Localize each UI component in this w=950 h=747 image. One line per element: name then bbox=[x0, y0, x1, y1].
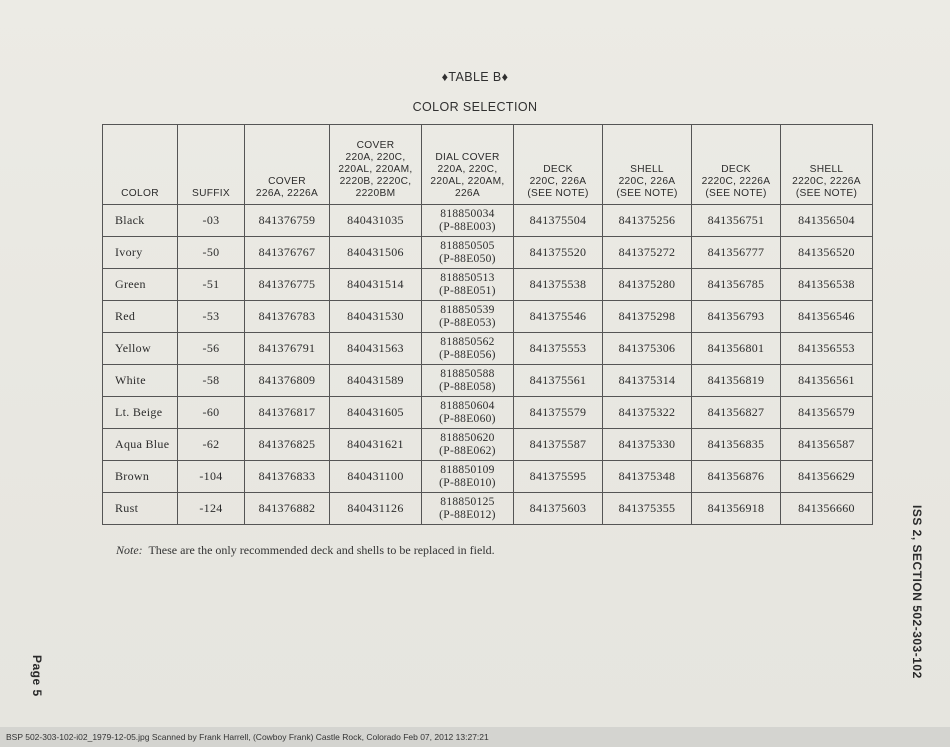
cover-220-cell: 840431605 bbox=[330, 397, 422, 429]
table-row bbox=[103, 301, 873, 333]
table-row bbox=[103, 397, 873, 429]
shell-2220-cell: 841356553 bbox=[781, 333, 873, 365]
cover-226-cell: 841376775 bbox=[245, 269, 330, 301]
suffix-cell: -60 bbox=[178, 397, 245, 429]
cover-226-cell: 841376825 bbox=[245, 429, 330, 461]
dial-cover-cell: 818850604 (P-88E060) bbox=[422, 397, 514, 429]
scan-footer: BSP 502-303-102-i02_1979-12-05.jpg Scanned by Frank Harrell, (Cowboy Frank) Castle Rock, Colorado Feb 07, 2012 13:27:21 bbox=[0, 727, 950, 747]
deck-2220-cell: 841356819 bbox=[692, 365, 781, 397]
dial-cover-cell: 818850539 (P-88E053) bbox=[422, 301, 514, 333]
dial-cover-cell: 818850513 (P-88E051) bbox=[422, 269, 514, 301]
column-header: SUFFIX bbox=[178, 125, 245, 205]
shell-2220-cell: 841356579 bbox=[781, 397, 873, 429]
deck-220-cell: 841375595 bbox=[514, 461, 603, 493]
column-header: DECK 220C, 226A (SEE NOTE) bbox=[514, 125, 603, 205]
color-cell: Aqua Blue bbox=[103, 429, 178, 461]
shell-2220-cell: 841356629 bbox=[781, 461, 873, 493]
shell-2220-cell: 841356546 bbox=[781, 301, 873, 333]
suffix-cell: -56 bbox=[178, 333, 245, 365]
table-note bbox=[116, 543, 495, 558]
deck-2220-cell: 841356876 bbox=[692, 461, 781, 493]
suffix-cell: -58 bbox=[178, 365, 245, 397]
table-row bbox=[103, 365, 873, 397]
shell-220-cell: 841375256 bbox=[603, 205, 692, 237]
cover-220-cell: 840431621 bbox=[330, 429, 422, 461]
table-id: ♦TABLE B♦ bbox=[441, 70, 509, 84]
dial-cover-cell: 818850588 (P-88E058) bbox=[422, 365, 514, 397]
cover-226-cell: 841376817 bbox=[245, 397, 330, 429]
deck-220-cell: 841375561 bbox=[514, 365, 603, 397]
column-header: SHELL 2220C, 2226A (SEE NOTE) bbox=[781, 125, 873, 205]
dial-cover-cell: 818850109 (P-88E010) bbox=[422, 461, 514, 493]
cover-220-cell: 840431035 bbox=[330, 205, 422, 237]
column-header: COVER 226A, 2226A bbox=[245, 125, 330, 205]
table-body bbox=[103, 205, 873, 525]
dial-cover-cell: 818850034 (P-88E003) bbox=[422, 205, 514, 237]
shell-220-cell: 841375314 bbox=[603, 365, 692, 397]
shell-220-cell: 841375306 bbox=[603, 333, 692, 365]
note-text: These are the only recommended deck and shells to be replaced in field. bbox=[148, 543, 495, 557]
cover-220-cell: 840431126 bbox=[330, 493, 422, 525]
dial-cover-cell: 818850505 (P-88E050) bbox=[422, 237, 514, 269]
cover-220-cell: 840431100 bbox=[330, 461, 422, 493]
deck-2220-cell: 841356827 bbox=[692, 397, 781, 429]
deck-220-cell: 841375587 bbox=[514, 429, 603, 461]
table-row bbox=[103, 205, 873, 237]
cover-220-cell: 840431589 bbox=[330, 365, 422, 397]
shell-2220-cell: 841356660 bbox=[781, 493, 873, 525]
deck-220-cell: 841375579 bbox=[514, 397, 603, 429]
shell-220-cell: 841375330 bbox=[603, 429, 692, 461]
column-header: DIAL COVER 220A, 220C, 220AL, 220AM, 226A bbox=[422, 125, 514, 205]
color-cell: Brown bbox=[103, 461, 178, 493]
cover-220-cell: 840431514 bbox=[330, 269, 422, 301]
column-header: COVER 220A, 220C, 220AL, 220AM, 2220B, 2220C, 2220BM bbox=[330, 125, 422, 205]
dial-cover-cell: 818850562 (P-88E056) bbox=[422, 333, 514, 365]
deck-220-cell: 841375546 bbox=[514, 301, 603, 333]
shell-220-cell: 841375298 bbox=[603, 301, 692, 333]
deck-2220-cell: 841356777 bbox=[692, 237, 781, 269]
dial-cover-cell: 818850620 (P-88E062) bbox=[422, 429, 514, 461]
color-cell: Black bbox=[103, 205, 178, 237]
cover-226-cell: 841376833 bbox=[245, 461, 330, 493]
color-cell: Ivory bbox=[103, 237, 178, 269]
deck-2220-cell: 841356793 bbox=[692, 301, 781, 333]
column-header: DECK 2220C, 2226A (SEE NOTE) bbox=[692, 125, 781, 205]
shell-220-cell: 841375322 bbox=[603, 397, 692, 429]
color-cell: Rust bbox=[103, 493, 178, 525]
suffix-cell: -50 bbox=[178, 237, 245, 269]
color-cell: White bbox=[103, 365, 178, 397]
color-cell: Yellow bbox=[103, 333, 178, 365]
column-header: COLOR bbox=[103, 125, 178, 205]
cover-226-cell: 841376759 bbox=[245, 205, 330, 237]
cover-226-cell: 841376791 bbox=[245, 333, 330, 365]
suffix-cell: -62 bbox=[178, 429, 245, 461]
table-title: COLOR SELECTION bbox=[412, 100, 538, 114]
table-row bbox=[103, 429, 873, 461]
cover-226-cell: 841376783 bbox=[245, 301, 330, 333]
cover-220-cell: 840431563 bbox=[330, 333, 422, 365]
section-label: ISS 2, SECTION 502-303-102 bbox=[910, 505, 924, 679]
color-cell: Green bbox=[103, 269, 178, 301]
table-row bbox=[103, 493, 873, 525]
table-header-row bbox=[103, 125, 873, 205]
column-header: SHELL 220C, 226A (SEE NOTE) bbox=[603, 125, 692, 205]
shell-2220-cell: 841356587 bbox=[781, 429, 873, 461]
table-row bbox=[103, 461, 873, 493]
cover-226-cell: 841376767 bbox=[245, 237, 330, 269]
suffix-cell: -124 bbox=[178, 493, 245, 525]
suffix-cell: -104 bbox=[178, 461, 245, 493]
shell-220-cell: 841375272 bbox=[603, 237, 692, 269]
deck-220-cell: 841375603 bbox=[514, 493, 603, 525]
cover-220-cell: 840431506 bbox=[330, 237, 422, 269]
suffix-cell: -03 bbox=[178, 205, 245, 237]
suffix-cell: -51 bbox=[178, 269, 245, 301]
deck-2220-cell: 841356751 bbox=[692, 205, 781, 237]
page-number: Page 5 bbox=[30, 655, 44, 697]
deck-2220-cell: 841356801 bbox=[692, 333, 781, 365]
deck-220-cell: 841375520 bbox=[514, 237, 603, 269]
suffix-cell: -53 bbox=[178, 301, 245, 333]
shell-2220-cell: 841356504 bbox=[781, 205, 873, 237]
deck-2220-cell: 841356785 bbox=[692, 269, 781, 301]
color-cell: Red bbox=[103, 301, 178, 333]
shell-220-cell: 841375348 bbox=[603, 461, 692, 493]
shell-2220-cell: 841356538 bbox=[781, 269, 873, 301]
shell-2220-cell: 841356561 bbox=[781, 365, 873, 397]
deck-220-cell: 841375538 bbox=[514, 269, 603, 301]
shell-220-cell: 841375355 bbox=[603, 493, 692, 525]
color-selection-table bbox=[102, 124, 873, 525]
deck-2220-cell: 841356918 bbox=[692, 493, 781, 525]
deck-2220-cell: 841356835 bbox=[692, 429, 781, 461]
cover-220-cell: 840431530 bbox=[330, 301, 422, 333]
color-cell: Lt. Beige bbox=[103, 397, 178, 429]
table-row bbox=[103, 333, 873, 365]
table-row bbox=[103, 269, 873, 301]
dial-cover-cell: 818850125 (P-88E012) bbox=[422, 493, 514, 525]
table-row bbox=[103, 237, 873, 269]
deck-220-cell: 841375553 bbox=[514, 333, 603, 365]
shell-2220-cell: 841356520 bbox=[781, 237, 873, 269]
shell-220-cell: 841375280 bbox=[603, 269, 692, 301]
cover-226-cell: 841376809 bbox=[245, 365, 330, 397]
note-label: Note: bbox=[116, 543, 143, 557]
deck-220-cell: 841375504 bbox=[514, 205, 603, 237]
cover-226-cell: 841376882 bbox=[245, 493, 330, 525]
